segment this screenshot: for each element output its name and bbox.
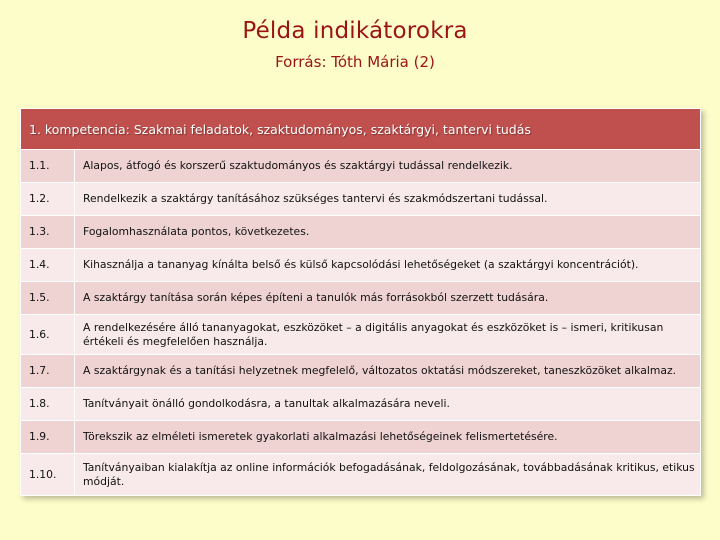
table-row [21, 421, 701, 454]
row-number: 1.7. [21, 355, 75, 388]
row-number: 1.6. [21, 315, 75, 355]
table-row [21, 249, 701, 282]
row-text: Törekszik az elméleti ismeretek gyakorlati alkalmazási lehetőségeinek felismertetésére. [75, 421, 701, 454]
table-header-row [21, 109, 701, 150]
row-text: A rendelkezésére álló tananyagokat, eszközöket – a digitális anyagokat és eszközöket is – ismeri, kritikusan értékeli és megfelelően használja. [75, 315, 701, 355]
indicator-table [20, 108, 701, 496]
row-text: Kihasználja a tananyag kínálta belső és külső kapcsolódási lehetőségeket (a szaktárgyi koncentrációt). [75, 249, 701, 282]
table-row [21, 315, 701, 355]
row-text: Tanítványaiban kialakítja az online információk befogadásának, feldolgozásának, továbbadásának kritikus, etikus módját. [75, 454, 701, 496]
row-text: Tanítványait önálló gondolkodásra, a tanultak alkalmazására neveli. [75, 388, 701, 421]
row-text: A szaktárgy tanítása során képes építeni a tanulók más forrásokból szerzett tudására. [75, 282, 701, 315]
row-text: Fogalomhasználata pontos, következetes. [75, 216, 701, 249]
row-number: 1.1. [21, 150, 75, 183]
row-number: 1.5. [21, 282, 75, 315]
table-row [21, 355, 701, 388]
row-number: 1.4. [21, 249, 75, 282]
table-row [21, 216, 701, 249]
table-row [21, 454, 701, 496]
table-row [21, 282, 701, 315]
row-number: 1.2. [21, 183, 75, 216]
slide-subtitle: Forrás: Tóth Mária (2) [275, 53, 435, 71]
indicator-table-container [20, 108, 701, 496]
table-row [21, 388, 701, 421]
table-header: 1. kompetencia: Szakmai feladatok, szaktudományos, szaktárgyi, tantervi tudás [21, 109, 701, 150]
row-number: 1.8. [21, 388, 75, 421]
slide-title: Példa indikátorokra [242, 18, 468, 44]
row-number: 1.3. [21, 216, 75, 249]
table-row [21, 183, 701, 216]
row-number: 1.10. [21, 454, 75, 496]
row-text: Rendelkezik a szaktárgy tanításához szükséges tantervi és szakmódszertani tudással. [75, 183, 701, 216]
row-number: 1.9. [21, 421, 75, 454]
row-text: Alapos, átfogó és korszerű szaktudományos és szaktárgyi tudással rendelkezik. [75, 150, 701, 183]
row-text: A szaktárgynak és a tanítási helyzetnek megfelelő, változatos oktatási módszereket, taneszközöket alkalmaz. [75, 355, 701, 388]
table-row [21, 150, 701, 183]
